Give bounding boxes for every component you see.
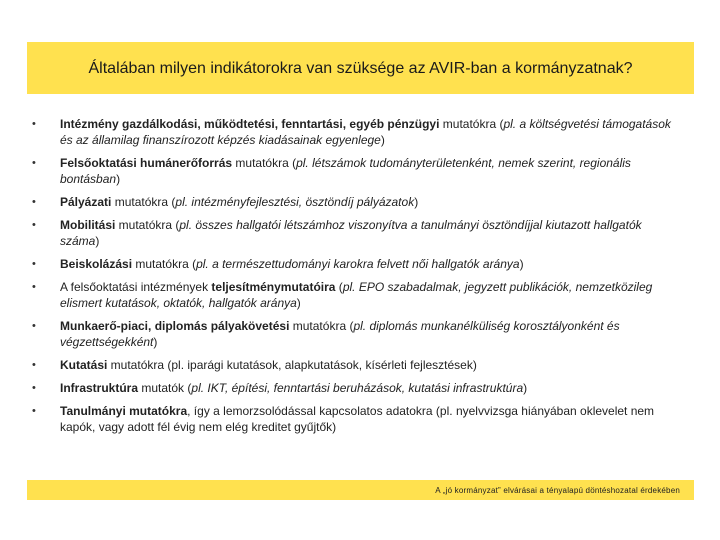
list-item <box>32 256 672 272</box>
bullet-icon: • <box>32 157 36 169</box>
item-example: pl. diplomás munkanélküliség korosztályonként és végzettségekként <box>60 319 620 349</box>
bullet-list <box>32 116 672 442</box>
item-example: pl. EPO szabadalmak, jegyzett publikációk, nemzetközileg elismert kutatások, oktatók, hallgatók aránya <box>60 280 653 310</box>
footer-caption: A „jó kormányzat” elvárásai a tényalapú döntéshozatal érdekében <box>435 485 680 495</box>
list-item <box>32 380 672 396</box>
item-tail: ) <box>380 133 385 147</box>
item-tail: ) <box>153 335 158 349</box>
bullet-icon: • <box>32 219 36 231</box>
list-item <box>32 403 672 435</box>
item-text: mutatókra ( <box>115 218 180 232</box>
item-keyword: Infrastruktúra <box>60 381 139 395</box>
item-keyword: Pályázati <box>60 195 112 209</box>
item-text: mutatókra ( <box>439 117 504 131</box>
item-keyword: Beiskolázási <box>60 257 133 271</box>
item-text: mutatókra ( <box>111 195 176 209</box>
list-item <box>32 217 672 249</box>
list-item <box>32 155 672 187</box>
title-band <box>27 42 694 94</box>
list-item <box>32 279 672 311</box>
bullet-icon: • <box>32 196 36 208</box>
slide-title: Általában milyen indikátorokra van szüksége az AVIR-ban a kormányzatnak? <box>88 59 633 77</box>
item-text: , így a lemorzsolódással kapcsolatos adatokra (pl. nyelvvizsga hiányában oklevelet nem kapók, vagy adott fél évig nem elég kreditet gyűjtők) <box>60 404 655 434</box>
item-tail: ) <box>523 381 528 395</box>
item-text: mutatókra ( <box>289 319 354 333</box>
bullet-icon: • <box>32 258 36 270</box>
item-text: mutatókra ( <box>232 156 297 170</box>
item-example: pl. a természettudományi karokra felvett női hallgatók aránya <box>196 257 520 271</box>
list-item <box>32 318 672 350</box>
item-tail: ) <box>296 296 301 310</box>
item-tail: ) <box>116 172 121 186</box>
item-prefix: A felsőoktatási intézmények <box>60 280 212 294</box>
item-keyword: teljesítménymutatóira <box>211 280 336 294</box>
item-keyword: Tanulmányi mutatókra <box>60 404 188 418</box>
item-example: pl. intézményfejlesztési, ösztöndíj pályázatok <box>175 195 415 209</box>
list-item <box>32 194 672 210</box>
item-keyword: Kutatási <box>60 358 108 372</box>
item-keyword: Intézmény gazdálkodási, működtetési, fenntartási, egyéb pénzügyi <box>60 117 440 131</box>
item-text: ( <box>335 280 343 294</box>
item-text: mutatók ( <box>138 381 192 395</box>
item-example: pl. létszámok tudományterületenként, nemek szerint, regionális bontásban <box>60 156 631 186</box>
item-tail: ) <box>519 257 524 271</box>
list-item <box>32 357 672 373</box>
item-text: mutatókra ( <box>132 257 197 271</box>
item-keyword: Munkaerő-piaci, diplomás pályakövetési <box>60 319 290 333</box>
item-text: mutatókra (pl. iparági kutatások, alapkutatások, kísérleti fejlesztések) <box>107 358 477 372</box>
bullet-icon: • <box>32 281 36 293</box>
list-item <box>32 116 672 148</box>
item-keyword: Felsőoktatási humánerőforrás <box>60 156 233 170</box>
bullet-icon: • <box>32 405 36 417</box>
bullet-icon: • <box>32 382 36 394</box>
bullet-icon: • <box>32 320 36 332</box>
item-tail: ) <box>95 234 100 248</box>
item-example: pl. IKT, építési, fenntartási beruházások, kutatási infrastruktúra <box>191 381 524 395</box>
bullet-icon: • <box>32 118 36 130</box>
item-tail: ) <box>414 195 419 209</box>
item-example: pl. összes hallgatói létszámhoz viszonyítva a tanulmányi ösztöndíjjal kiutazott hallgatók száma <box>60 218 642 248</box>
footer-band <box>27 480 694 500</box>
bullet-icon: • <box>32 359 36 371</box>
item-example: pl. a költségvetési támogatások és az államilag finanszírozott képzés kiadásainak egyenlege <box>60 117 671 147</box>
item-keyword: Mobilitási <box>60 218 116 232</box>
